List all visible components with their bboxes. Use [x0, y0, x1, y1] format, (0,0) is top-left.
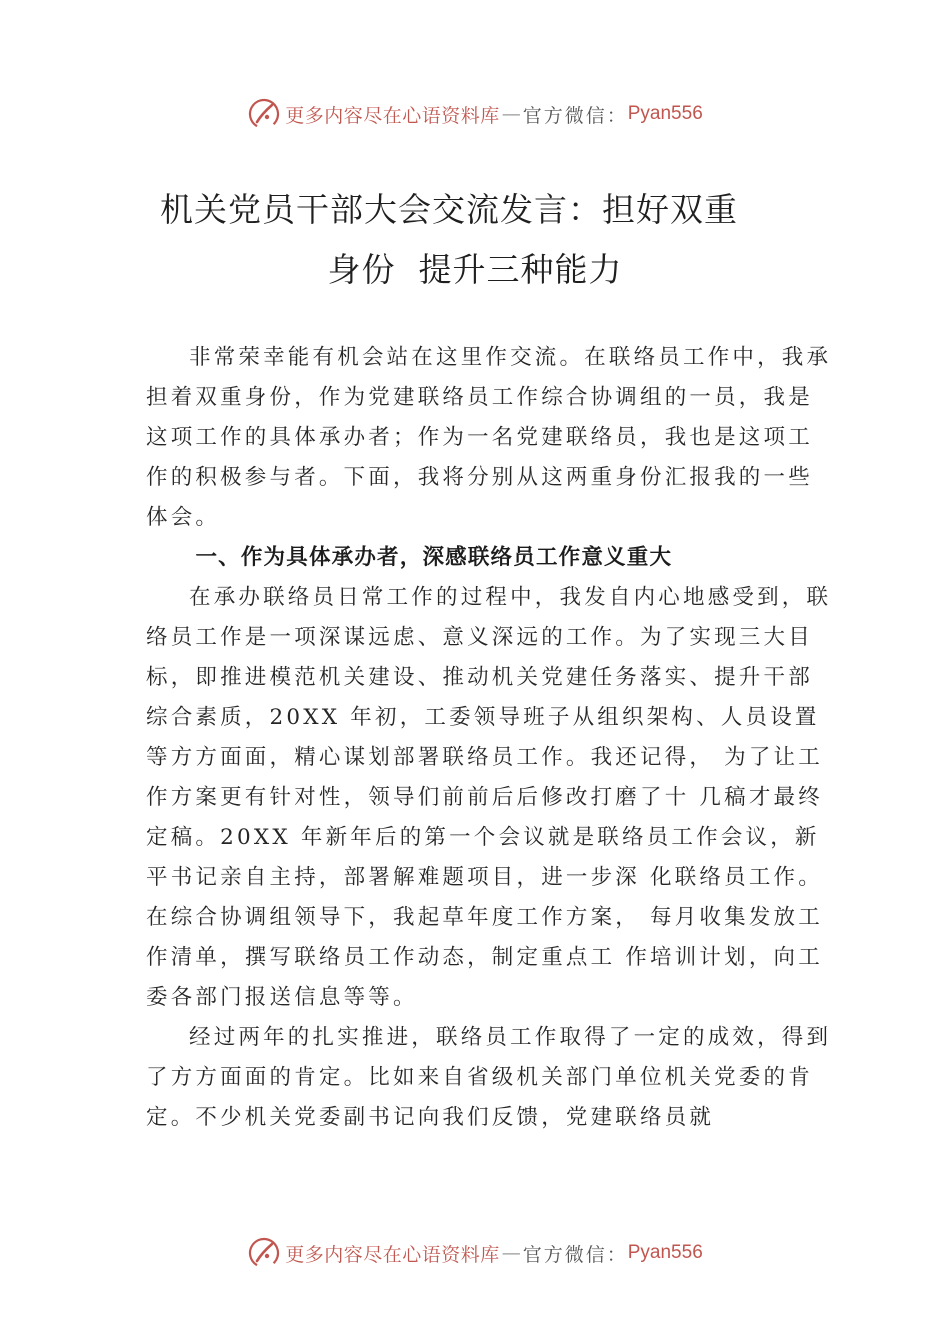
footer-watermark-banner — [0, 1233, 950, 1273]
body-paragraph-intro: 非常荣幸能有机会站在这里作交流。在联络员工作中，我承担着双重身份，作为党建联络员工作综合协调组的一员，我是这项工作的具体承办者；作为一名党建联络员，我也是这项工作的积极参与者。下面，我将分别从这两重身份汇报我的一些体会。 — [146, 345, 832, 530]
banner-brand-text: 更多内容尽在心语资料库 — [285, 104, 500, 127]
document-body — [146, 338, 832, 1138]
brush-logo-icon — [247, 1236, 281, 1270]
document-title-line1: 机关党员干部大会交流发言：担好双重 — [160, 190, 738, 229]
banner-separator: — — [501, 1242, 521, 1264]
banner-wechat-label: 官方微信： — [522, 1243, 628, 1266]
body-paragraph-3: 经过两年的扎实推进，联络员工作取得了一定的成效，得到了方方面面的肯定。比如来自省级机关部门单位机关党委的肯定。不少机关党委副书记向我们反馈，党建联络员就 — [146, 1025, 832, 1130]
banner-brand-text: 更多内容尽在心语资料库 — [285, 1243, 500, 1266]
body-paragraph-2: 在承办联络员日常工作的过程中，我发自内心地感受到，联络员工作是一项深谋远虑、意义深远的工作。为了实现三大目标，即推进模范机关建设、推动机关党建任务落实、提升干部综合素质，20XX 年初，工委领导班子从组织架构、人员设置等方方面面，精心谋划部署联络员工作。我还记得， 为了让工作方案更有针对性，领导们前前后后修改打磨了十 几稿才最终定稿。20XX 年新年后的第一个会议就是联络员工作会议，新平书记亲自主持，部署解难题项目，进一步深 化联络员工作。在综合协调组领导下，我起草年度工作方案， 每月收集发放工作清单，撰写联络员工作动态，制定重点工 作培训计划，向工委各部门报送信息等等。 — [146, 585, 832, 1010]
brush-logo-icon — [247, 97, 281, 131]
document-title-line2: 身份 提升三种能力 — [327, 250, 623, 289]
banner-wechat-id: Pyan556 — [627, 1242, 703, 1263]
banner-wechat-id: Pyan556 — [627, 103, 703, 124]
banner-wechat-label: 官方微信： — [522, 104, 628, 127]
section-heading-1: 一、作为具体承办者，深感联络员工作意义重大 — [195, 545, 673, 570]
banner-separator: — — [501, 103, 521, 125]
header-watermark-banner — [0, 94, 950, 134]
